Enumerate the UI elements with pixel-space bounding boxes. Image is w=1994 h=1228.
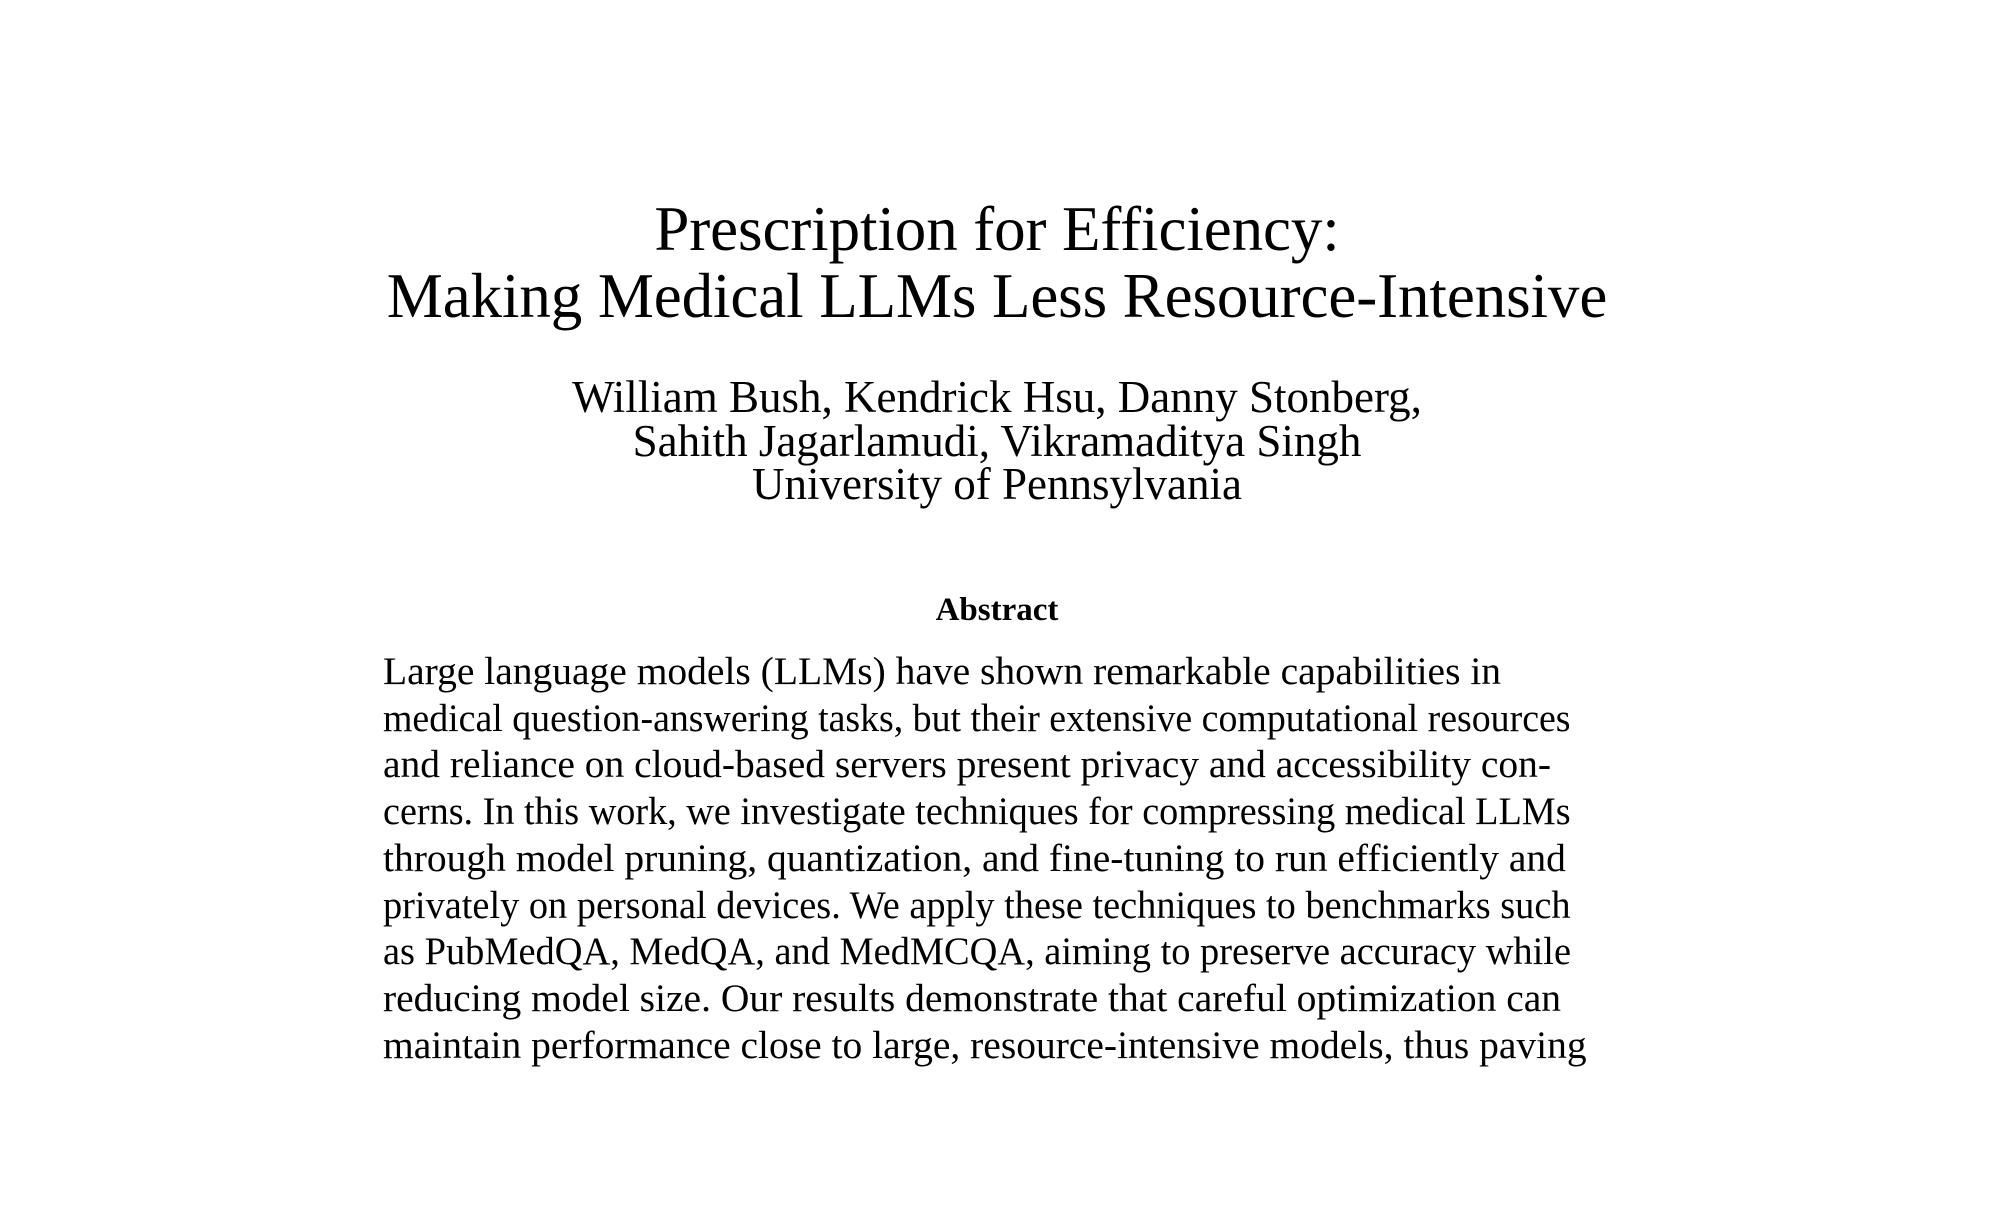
abstract-line: and reliance on cloud-based servers present privacy and accessibility con- <box>383 742 1552 787</box>
abstract-heading: Abstract <box>935 592 1059 628</box>
abstract-line: through model pruning, quantization, and fine-tuning to run efficiently and <box>383 835 1566 880</box>
abstract-line: medical question-answering tasks, but their extensive computational resources <box>383 695 1571 740</box>
abstract-line: cerns. In this work, we investigate techniques for compressing medical LLMs <box>383 789 1571 834</box>
abstract-line: Large language models (LLMs) have shown remarkable capabilities in <box>383 649 1502 693</box>
abstract-line: as PubMedQA, MedQA, and MedMCQA, aiming to preserve accuracy while <box>383 929 1572 974</box>
title-line-1: Prescription for Efficiency: <box>654 194 1340 264</box>
author-affiliation: University of Pennsylvania <box>752 459 1242 509</box>
abstract-line: maintain performance close to large, resource-intensive models, thus paving <box>383 1022 1587 1067</box>
abstract-line: reducing model size. Our results demonstrate that careful optimization can <box>383 975 1562 1020</box>
page-title <box>0 196 1994 330</box>
abstract-body <box>383 648 1587 1068</box>
author-block <box>0 372 1994 509</box>
title-line-2: Making Medical LLMs Less Resource-Intensive <box>386 261 1608 331</box>
author-line-1: William Bush, Kendrick Hsu, Danny Stonberg, <box>572 372 1422 422</box>
author-line-2: Sahith Jagarlamudi, Vikramaditya Singh <box>632 415 1362 466</box>
abstract-line: privately on personal devices. We apply these techniques to benchmarks such <box>383 882 1571 927</box>
